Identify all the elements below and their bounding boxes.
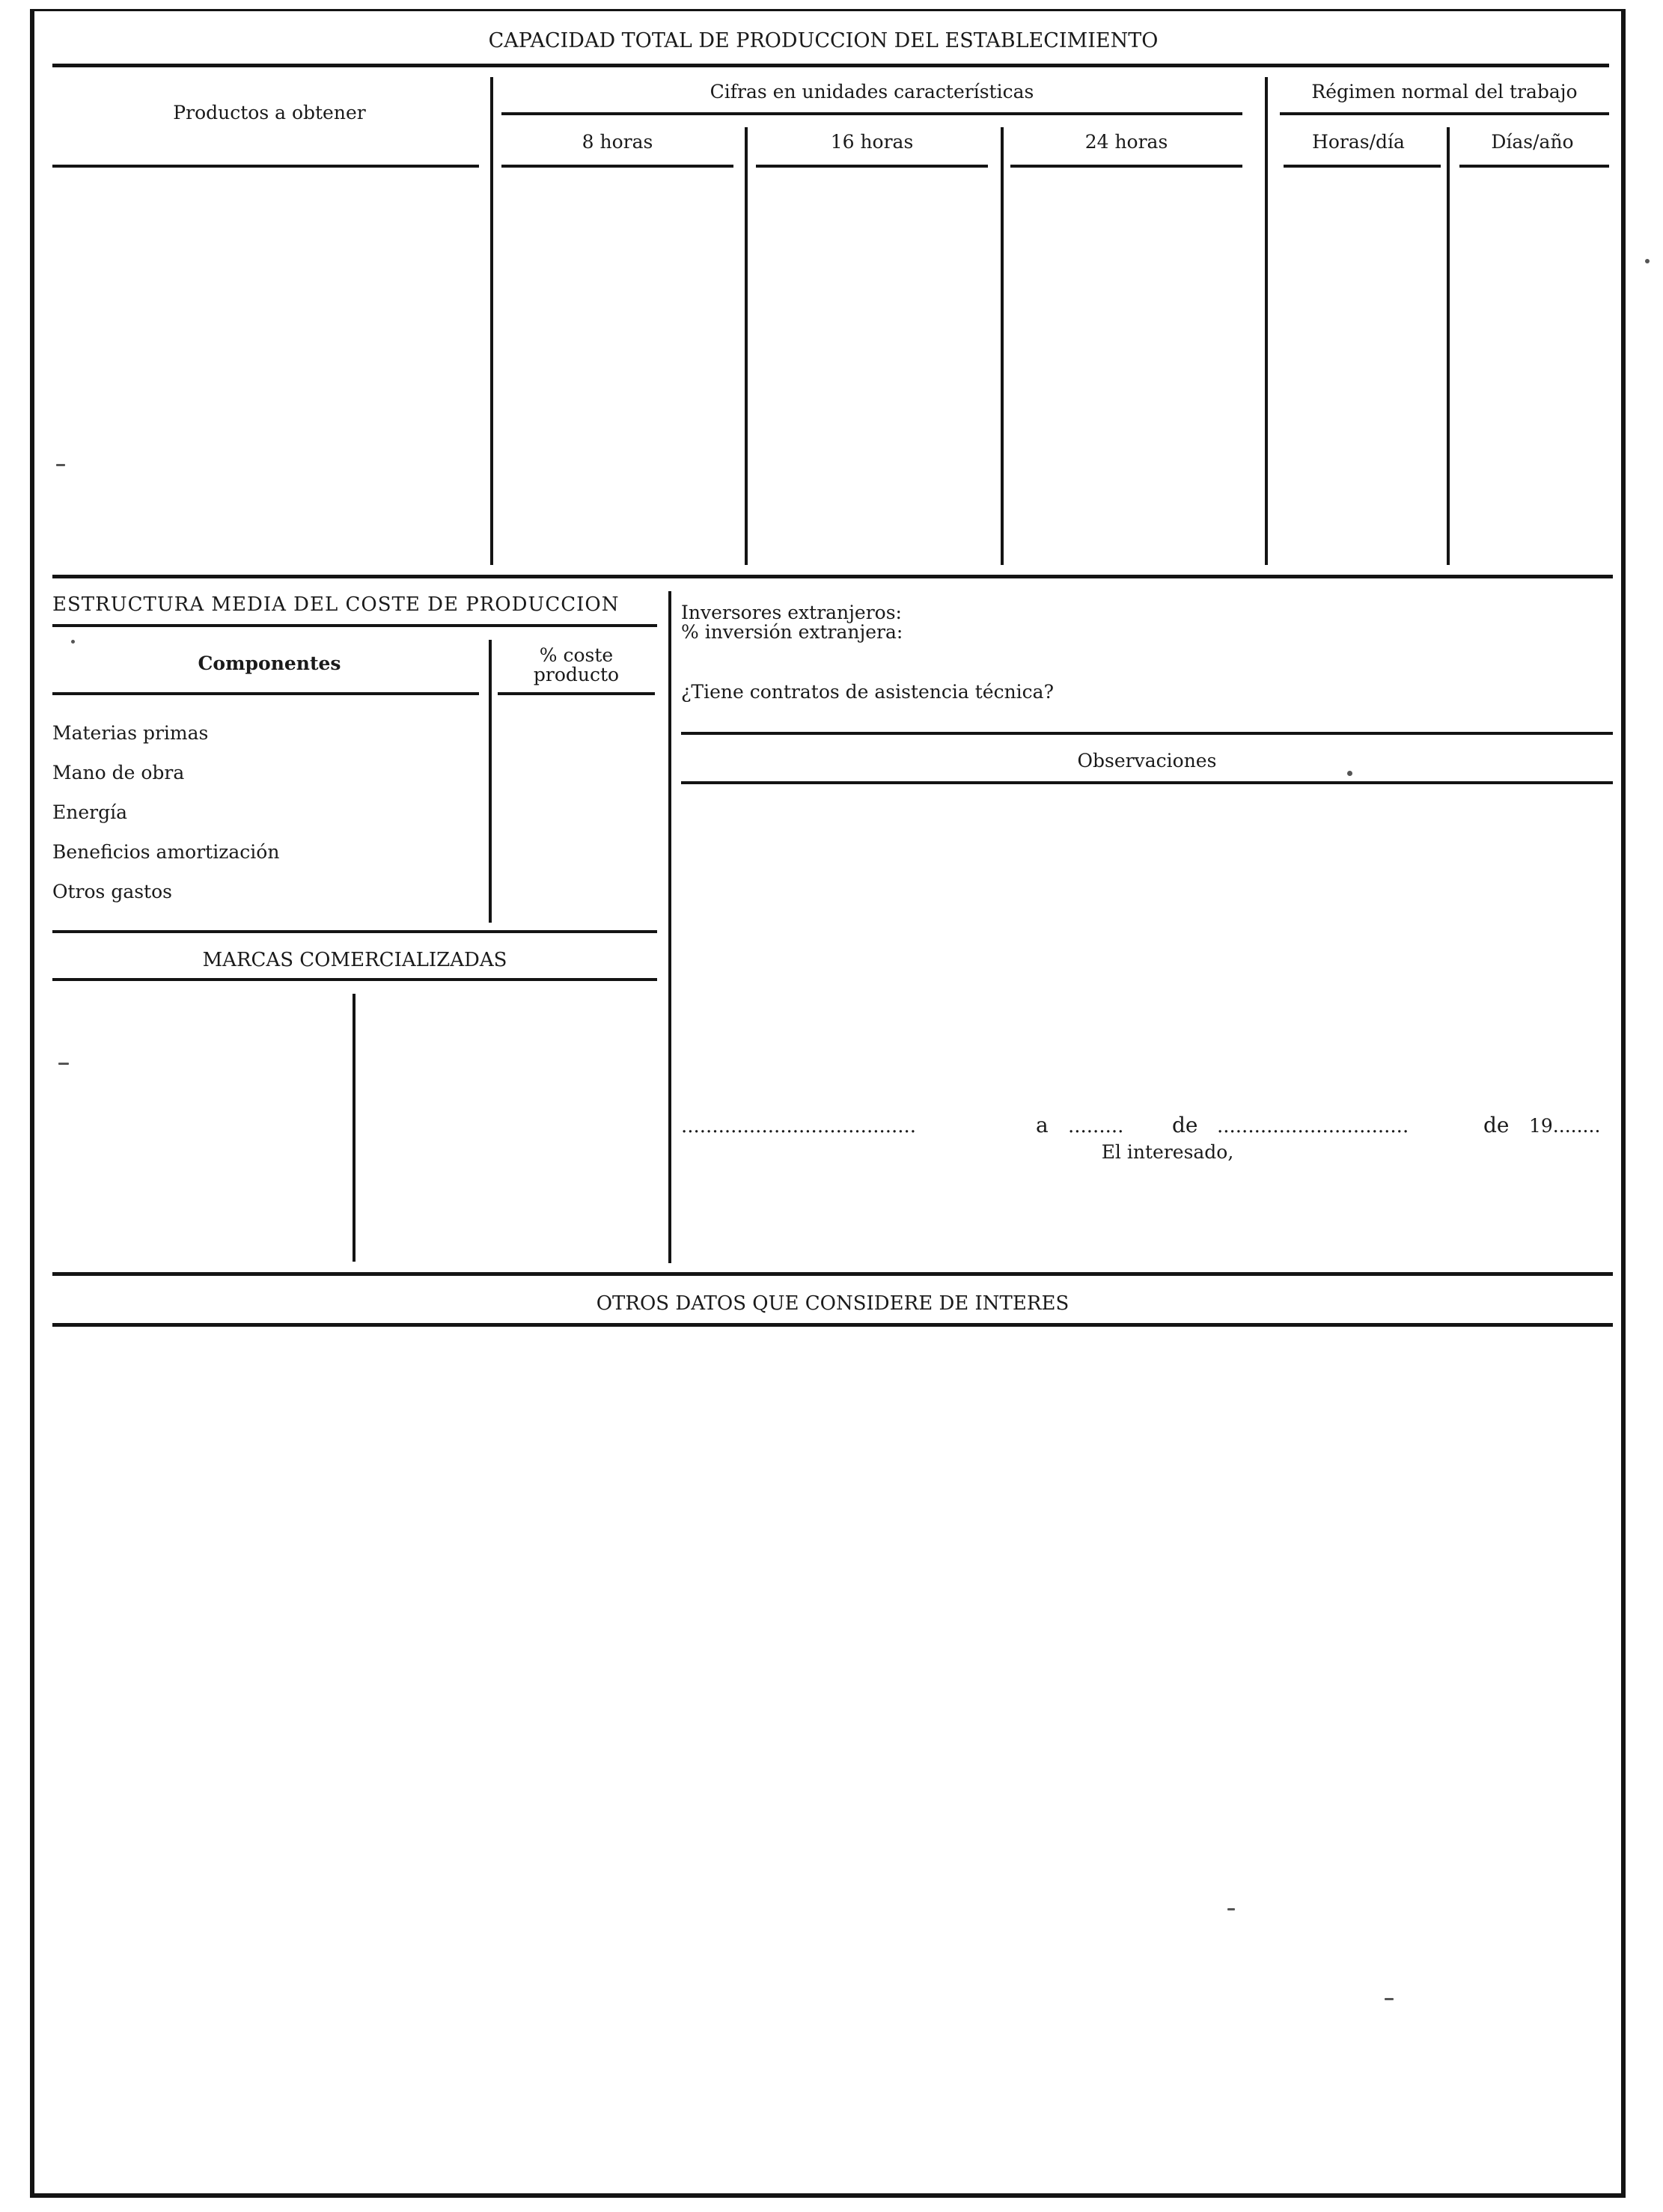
brands-title-rule <box>52 978 657 981</box>
foreign-investors-label: Inversores extranjeros: <box>681 602 902 623</box>
col-hours-day-header: Horas/día <box>1312 131 1405 153</box>
capacity-divider-4 <box>1265 77 1268 565</box>
col-16h-header: 16 horas <box>830 131 914 153</box>
col-days-year-header: Días/año <box>1491 131 1574 153</box>
16h-header-rule <box>756 165 988 168</box>
capacity-divider-3 <box>1001 127 1004 565</box>
col-figures-header: Cifras en unidades características <box>710 81 1034 103</box>
scan-speck <box>1645 259 1650 263</box>
brands-title: MARCAS COMERCIALIZADAS <box>202 949 507 971</box>
col-8h-header: 8 horas <box>582 131 653 153</box>
cost-row-materials: Materias primas <box>52 722 209 744</box>
capacity-bottom-rule <box>52 575 1613 578</box>
middle-vertical-divider <box>668 591 671 1263</box>
col-products-header: Productos a obtener <box>173 102 366 123</box>
24h-header-rule <box>1010 165 1242 168</box>
col-components-header: Componentes <box>198 653 341 674</box>
col-percent-header-2: producto <box>533 664 620 685</box>
date-a-label: a <box>1036 1113 1049 1137</box>
cost-title-rule <box>52 624 657 627</box>
scan-speck <box>1227 1908 1235 1910</box>
products-header-rule <box>52 165 479 168</box>
month-field[interactable]: ............................... <box>1217 1115 1409 1137</box>
col-24h-header: 24 horas <box>1084 131 1168 153</box>
percent-header-rule <box>498 692 655 695</box>
place-field[interactable]: ...................................... <box>681 1115 917 1137</box>
date-de-label-1: de <box>1172 1113 1198 1137</box>
cost-row-other: Otros gastos <box>52 881 172 902</box>
scan-speck <box>58 1063 69 1065</box>
days-year-header-rule <box>1459 165 1609 168</box>
scan-speck <box>71 640 75 644</box>
col-percent-header-1: % coste <box>539 644 614 666</box>
components-header-rule <box>52 692 479 695</box>
capacity-title-rule <box>52 64 1609 67</box>
other-data-title-rule <box>52 1323 1613 1327</box>
figures-subrule <box>501 112 1242 115</box>
capacity-title: CAPACIDAD TOTAL DE PRODUCCION DEL ESTABLECIMIENTO <box>488 29 1159 52</box>
col-regime-header: Régimen normal del trabajo <box>1311 81 1578 103</box>
year-field[interactable]: 19........ <box>1529 1115 1601 1137</box>
capacity-divider-5 <box>1447 127 1450 565</box>
other-data-title: OTROS DATOS QUE CONSIDERE DE INTERES <box>596 1292 1069 1315</box>
observations-title-rule <box>681 781 1613 784</box>
8h-header-rule <box>501 165 733 168</box>
observations-title: Observaciones <box>1077 750 1217 772</box>
cost-row-amortization: Beneficios amortización <box>52 841 280 863</box>
day-field[interactable]: ......... <box>1068 1115 1124 1137</box>
regime-subrule <box>1280 112 1609 115</box>
signature-label: El interesado, <box>1101 1141 1234 1163</box>
cost-divider <box>489 640 492 923</box>
brands-divider <box>353 994 356 1262</box>
capacity-divider-1 <box>490 77 493 565</box>
form-frame <box>30 9 1626 2198</box>
date-de-label-2: de <box>1483 1113 1510 1137</box>
cost-title: ESTRUCTURA MEDIA DEL COSTE DE PRODUCCION <box>52 593 620 616</box>
scan-speck <box>56 464 65 466</box>
cost-row-energy: Energía <box>52 801 127 823</box>
cost-bottom-rule <box>52 930 657 933</box>
middle-bottom-rule <box>52 1272 1613 1276</box>
scan-speck <box>1347 771 1352 776</box>
hours-day-header-rule <box>1284 165 1441 168</box>
capacity-divider-2 <box>745 127 748 565</box>
technical-assistance-label: ¿Tiene contratos de asistencia técnica? <box>681 681 1054 703</box>
scan-speck <box>1385 1998 1394 2000</box>
cost-row-labor: Mano de obra <box>52 762 185 783</box>
foreign-percent-label: % inversión extranjera: <box>681 621 903 643</box>
investment-bottom-rule <box>681 732 1613 735</box>
